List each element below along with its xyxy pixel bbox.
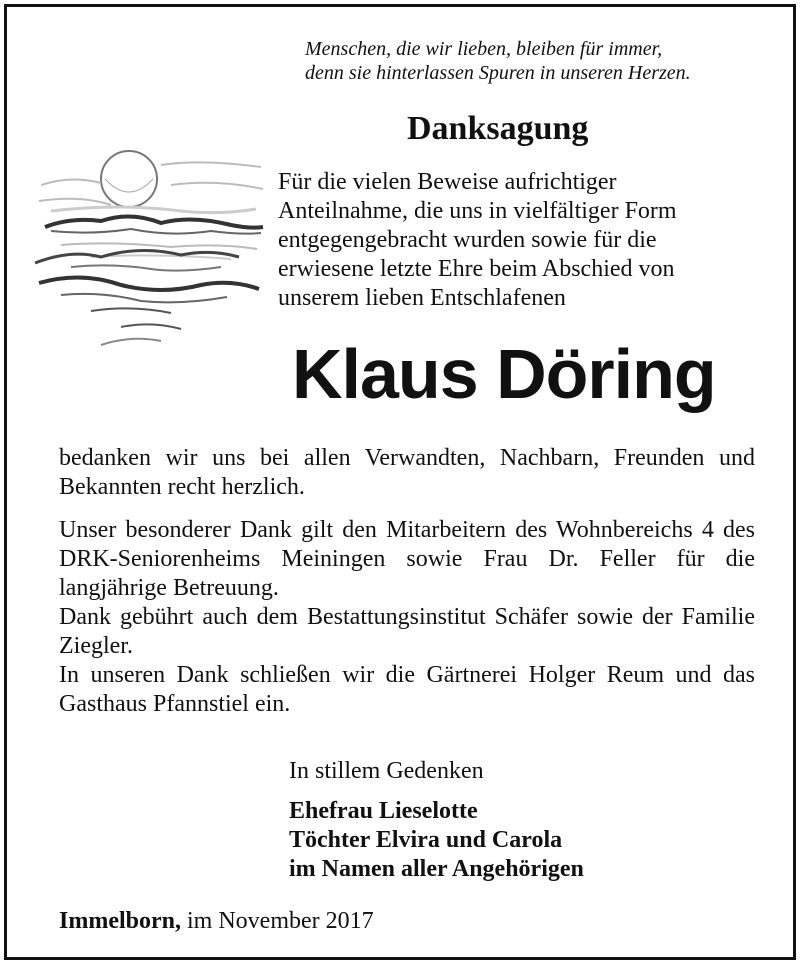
intro-line: Anteilnahme, die uns in vielfältiger Form [278,198,677,224]
heading: Danksagung [407,110,589,147]
intro-text [278,168,783,313]
signer-line: Ehefrau Lieselotte [289,798,478,824]
signer-line: im Namen aller Angehörigen [289,856,584,882]
thanks-sentence: In unseren Dank schließen wir die Gärtnerei Holger Reum und das Gasthaus Pfannstiel ein. [59,662,755,717]
signers [289,797,584,884]
place-town: Immelborn, [59,908,181,934]
thanks-sentence: Unser besonderer Dank gilt den Mitarbeitern des Wohnbereichs 4 des DRK-Seniorenheims Meiningen sowie Frau Dr. Feller für die langjährige Betreuung. [59,517,755,601]
motto-line: denn sie hinterlassen Spuren in unseren Herzen. [305,62,691,84]
special-thanks-paragraph [59,516,755,719]
place-date-text: im November 2017 [187,908,374,934]
closing-phrase: In stillem Gedenken [289,758,484,784]
intro-line: erwiesene letzte Ehre beim Abschied von [278,256,675,282]
intro-line: entgegengebracht wurden sowie für die [278,227,657,253]
thanks-paragraph: bedanken wir uns bei allen Verwandten, Nachbarn, Freunden und Bekannten recht herzlich. [59,445,755,500]
intro-line: Für die vielen Beweise aufrichtiger [278,169,617,195]
place-date [59,907,374,936]
deceased-name: Klaus Döring [292,335,716,413]
thanks-sentence: Dank gebührt auch dem Bestattungsinstitut Schäfer sowie der Familie Ziegler. [59,604,755,659]
motto [305,37,765,85]
motto-line: Menschen, die wir lieben, bleiben für immer, [305,38,663,60]
notice-frame [4,4,796,960]
signer-line: Töchter Elvira und Carola [289,827,563,853]
sunset-landscape-sketch-icon [31,145,271,355]
intro-line: unserem lieben Entschlafenen [278,285,566,311]
